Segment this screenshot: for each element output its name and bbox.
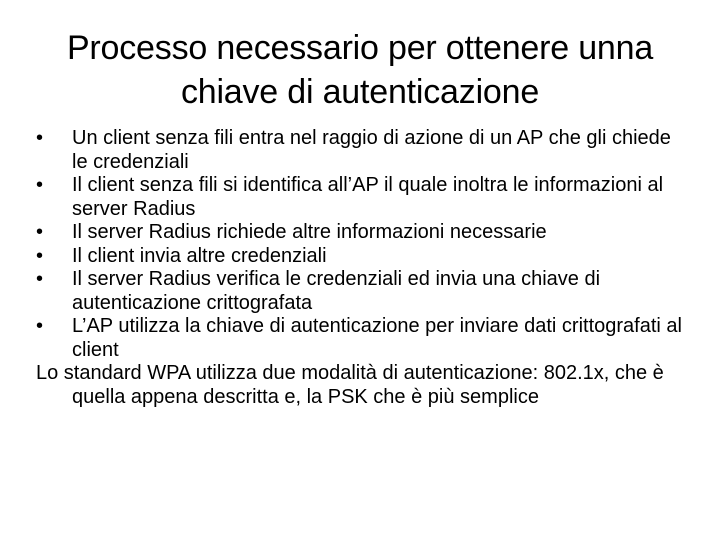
bullet-text: L’AP utilizza la chiave di autenticazione per inviare dati crittografati al client: [72, 315, 682, 361]
bullet-icon: •: [36, 268, 44, 290]
bullet-text: Il client invia altre credenziali: [72, 244, 327, 267]
closing-note: Lo standard WPA utilizza due modalità di autenticazione: 802.1x, che è quella appena descritta e, la PSK che è più semplice: [36, 362, 664, 408]
bullet-item: [36, 268, 686, 315]
bullet-text: Il server Radius richiede altre informazioni necessarie: [72, 221, 547, 243]
bullet-item: [36, 221, 686, 245]
bullet-item: [36, 315, 686, 362]
slide-title: Processo necessario per ottenere unna chiave di autenticazione: [66, 29, 654, 111]
bullet-icon: •: [36, 244, 44, 267]
bullet-text: Il client senza fili si identifica all’AP il quale inoltra le informazioni al server Radius: [72, 174, 664, 220]
bullet-list: [36, 127, 686, 362]
bullet-icon: •: [36, 174, 44, 196]
bullet-text: Un client senza fili entra nel raggio di azione di un AP che gli chiede le credenziali: [72, 127, 671, 173]
bullet-icon: •: [36, 127, 44, 149]
bullet-item: [36, 174, 686, 221]
bullet-icon: •: [36, 315, 44, 337]
slide-body: [36, 127, 686, 409]
bullet-text: Il server Radius verifica le credenziali ed invia una chiave di autenticazione crittografata: [72, 268, 601, 314]
bullet-icon: •: [36, 221, 44, 243]
bullet-item: [36, 127, 686, 174]
bullet-item: [36, 245, 686, 269]
